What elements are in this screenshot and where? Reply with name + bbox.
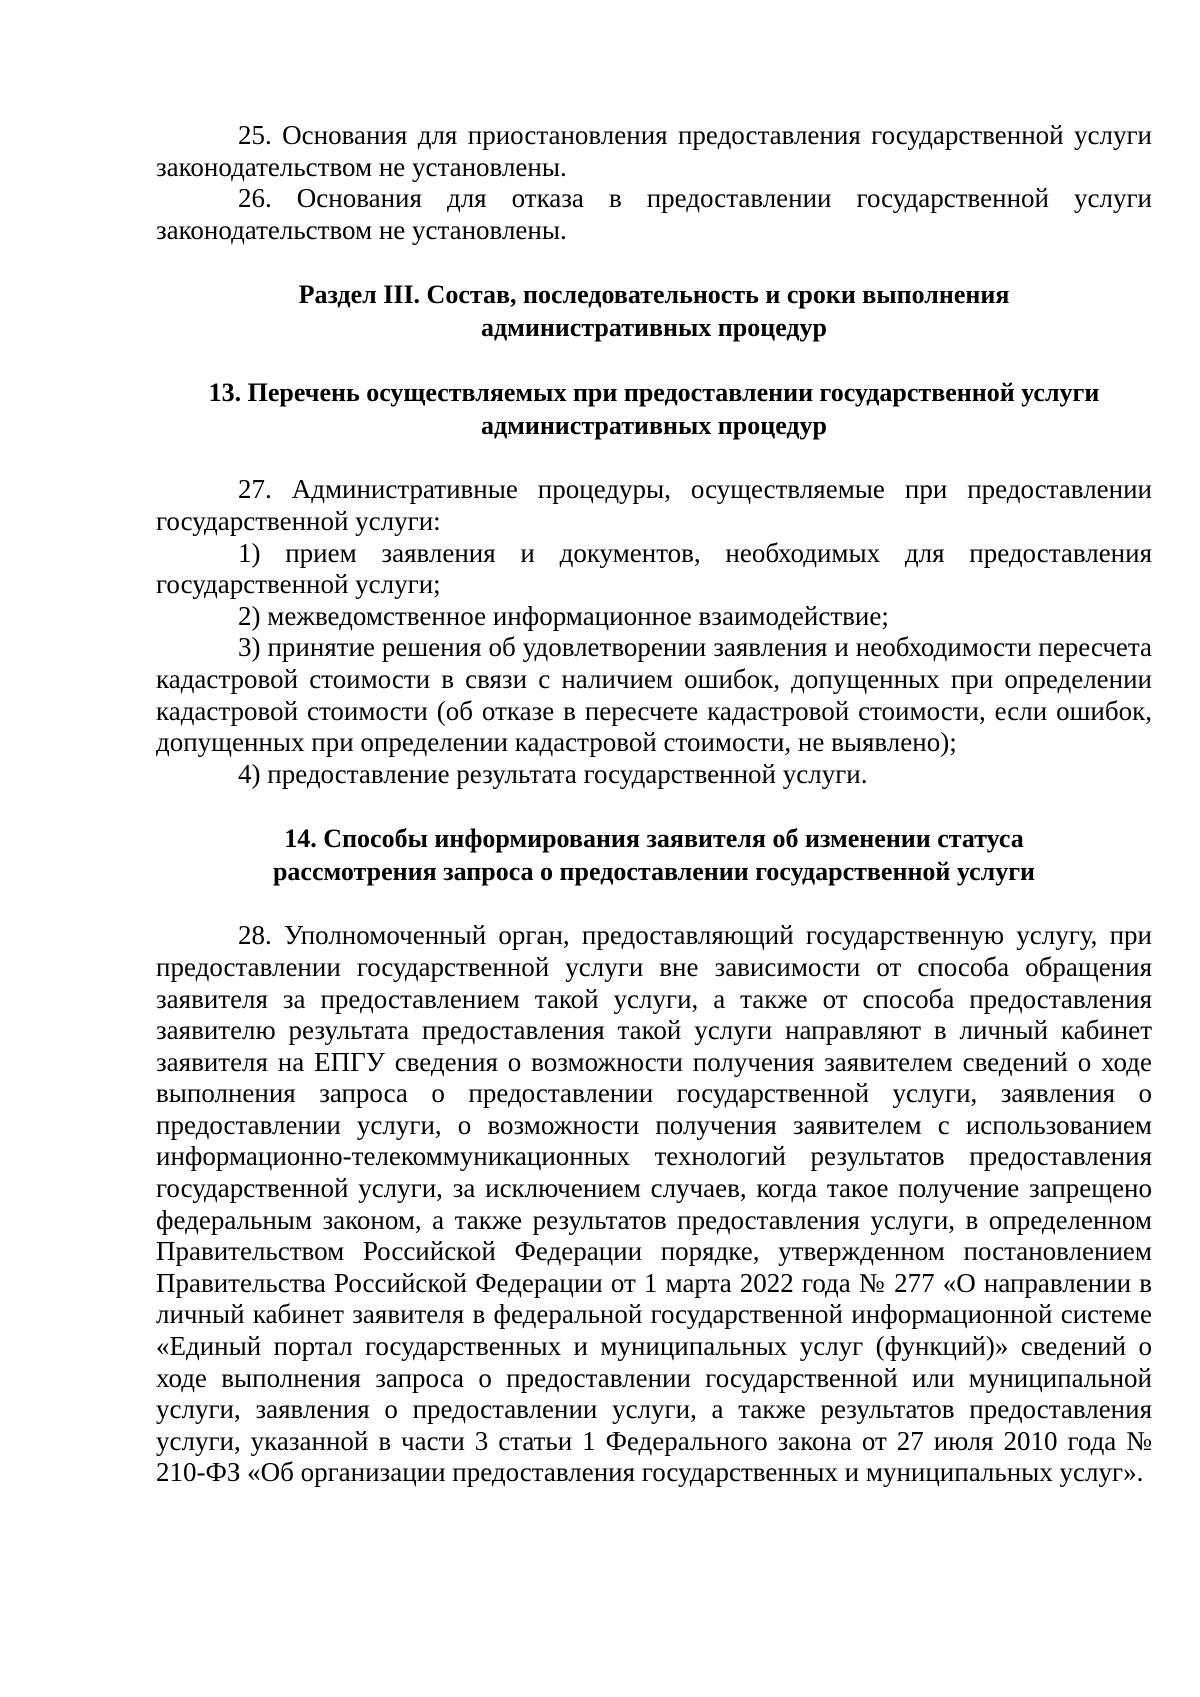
paragraph-28: 28. Уполномоченный орган, предоставляющий государственную услугу, при предоставлении государственной услуги вне зависимости от способа обращения заявителя за предоставлением такой услуги, а также от способа предоставления заявителю результата предоставления такой услуги направляют в личный кабинет заявителя на ЕПГУ сведения о возможности получения заявителем сведений о ходе выполнения запроса о предоставлении государственной услуги, заявления о предоставлении услуги, о возможности получения заявителем с использованием информационно-телекоммуникационных технологий результатов предоставления государственной услуги, за исключением случаев, когда такое получение запрещено федеральным законом, а также результатов предоставления услуги, в определенном Правительством Российской Федерации порядке, утвержденном постановлением Правительства Российской Федерации от 1 марта 2022 года № 277 «О направлении в личный кабинет заявителя в федеральной государственной информационной системе «Единый портал государственных и муниципальных услуг (функций)» сведений о ходе выполнения запроса о предоставлении государственной или муниципальной услуги, заявления о предоставлении услуги, а также результатов предоставления услуги, указанной в части 3 статьи 1 Федерального закона от 27 июля 2010 года № 210-ФЗ «Об организации предоставления государственных и муниципальных услуг». xyxy=(156,920,1152,1488)
paragraph-27: 27. Административные процедуры, осуществляемые при предоставлении государственной услуги: xyxy=(156,474,1152,536)
paragraph-26: 26. Основания для отказа в предоставлении государственной услуги законодательством не установлены. xyxy=(156,183,1152,245)
heading-14-line-1: 14. Способы информирования заявителя об изменении статуса xyxy=(284,824,1024,854)
heading-14 xyxy=(156,822,1152,888)
paragraph-25: 25. Основания для приостановления предоставления государственной услуги законодательством не установлены. xyxy=(156,120,1152,182)
document-body xyxy=(156,120,1152,1489)
list-item-1: 1) прием заявления и документов, необходимых для предоставления государственной услуги; xyxy=(156,537,1152,600)
section-3-heading-line-1: Раздел III. Состав, последовательность и сроки выполнения xyxy=(298,280,1010,310)
section-3-heading-line-2: административных процедур xyxy=(480,313,828,343)
list-item-2: 2) межведомственное информационное взаимодействие; xyxy=(238,600,889,631)
heading-13 xyxy=(156,376,1152,442)
section-3-heading xyxy=(156,278,1152,344)
list-item-4: 4) предоставление результата государственной услуги. xyxy=(238,758,868,789)
heading-13-line-1: 13. Перечень осуществляемых при предоставлении государственной услуги xyxy=(208,378,1100,408)
heading-14-line-2: рассмотрения запроса о предоставлении государственной услуги xyxy=(272,857,1036,887)
list-item-3: 3) принятие решения об удовлетворении заявления и необходимости пересчета кадастровой стоимости в связи с наличием ошибок, допущенных при определении кадастровой стоимости (об отказе в пересчете кадастровой стоимости, если ошибок, допущенных при определении кадастровой стоимости, не выявлено); xyxy=(156,632,1152,758)
heading-13-line-2: административных процедур xyxy=(480,411,828,441)
